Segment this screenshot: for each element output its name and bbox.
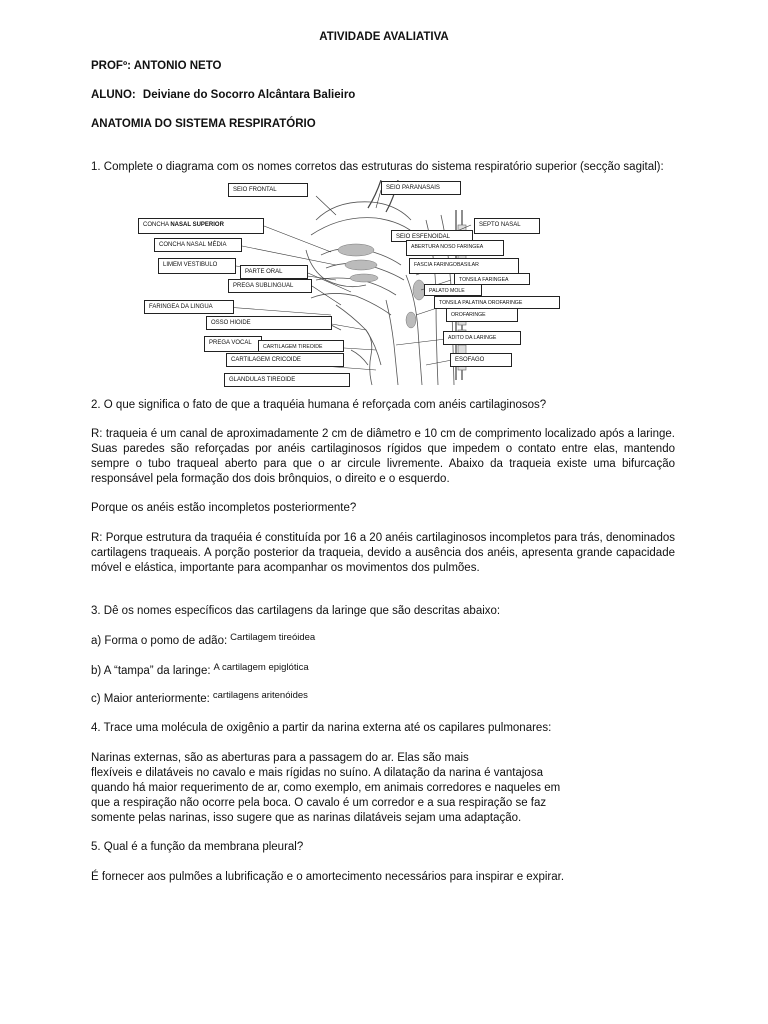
respiratory-diagram xyxy=(136,180,566,390)
q3-a-label: a) Forma o pomo de adão: xyxy=(91,635,228,647)
label-adito-da-laringe: ADITO DA LARINGE xyxy=(443,331,521,345)
answer-4-line: quando há maior requerimento de ar, como exemplo, em animais corredores e naqueles em xyxy=(91,782,561,794)
question-2-sub: Porque os anéis estão incompletos posteriormente? xyxy=(91,502,357,514)
label-parte-oral: PARTE ORAL xyxy=(240,265,308,279)
answer-4-line: Narinas externas, são as aberturas para a passagem do ar. Elas são mais xyxy=(91,752,469,764)
q3-b-answer: A cartilagem epiglótica xyxy=(213,662,309,673)
answer-4-line: somente pelas narinas, isso sugere que as narinas dilatáveis sejam uma adaptação. xyxy=(91,812,522,824)
label-palato-mole: PALATO MOLE xyxy=(424,284,482,296)
q3-item-c xyxy=(91,692,308,707)
label-seio-esfenoidal: SEIO ESFENOIDAL xyxy=(391,230,473,242)
label-fascia-faringobasilar: FASCIA FARINGOBASILAR xyxy=(409,258,519,274)
label-septo-nasal: SEPTO NASAL xyxy=(474,218,540,234)
answer-4-line: flexíveis e dilatáveis no cavalo e mais rígidas no suíno. A dilatação da narina é vantajosa xyxy=(91,767,543,779)
question-1: 1. Complete o diagrama com os nomes corretos das estruturas do sistema respiratório superior (secção sagital): xyxy=(91,161,664,173)
q3-a-answer: Cartilagem tireóidea xyxy=(230,632,316,643)
label-faringea-da-lingua: FARINGEA DA LINGUA xyxy=(144,300,234,314)
label-limem-vestibulo: LIMEM VESTIBULO xyxy=(158,258,236,274)
student-label: ALUNO: xyxy=(91,89,136,101)
label-prega-vocal: PREGA VOCAL xyxy=(204,336,262,352)
document-title: ATIVIDADE AVALIATIVA xyxy=(319,31,449,43)
q3-item-a xyxy=(91,634,315,649)
q3-item-b xyxy=(91,664,309,679)
answer-2: R: traqueia é um canal de aproximadamente 2 cm de diâmetro e 10 cm de comprimento localizado após a laringe. Suas paredes são reforçadas por anéis cartilaginosos rígidos que impedem o contato entre elas, mantendo sempre o tubo traqueal aberto para que o ar circule livremente. Abaixo da traqueia existe uma bifurcação responsável pela formação dos dois brônquios, o direito e o esquerdo. xyxy=(91,428,675,485)
label-tonsila-faringea: TONSILA FARINGEA xyxy=(454,273,530,285)
answer-5: É fornecer aos pulmões a lubrificação e o amortecimento necessários para inspirar e expirar. xyxy=(91,871,565,883)
question-2: 2. O que significa o fato de que a traquéia humana é reforçada com anéis cartilaginosos? xyxy=(91,399,547,411)
q3-c-answer: cartilagens aritenóides xyxy=(212,690,308,701)
label-osso-hioide: OSSO HIOIDE xyxy=(206,316,332,330)
answer-2-sub: R: Porque estrutura da traquéia é constituída por 16 a 20 anéis cartilaginosos incompletos para trás, denominados cartilagens traqueais. A porção posterior da traqueia, devido a ausência dos anéis, apresenta grande capacidade móvel e elástica, importante para acompanhar os movimentos dos pulmões. xyxy=(91,532,675,574)
q3-c-label: c) Maior anteriormente: xyxy=(91,693,210,705)
professor-line: PROFº: ANTONIO NETO xyxy=(91,60,222,72)
label-seio-paranasais: SEIO PARANASAIS xyxy=(381,181,461,195)
q3-b-label: b) A “tampa” da laringe: xyxy=(91,665,211,677)
label-orofaringe: OROFARINGE xyxy=(446,308,518,322)
label-cartilagem-cricoide: CARTILAGEM CRICOIDE xyxy=(226,353,344,367)
student-name: Deiviane do Socorro Alcântara Balieiro xyxy=(142,89,356,101)
student-line xyxy=(91,88,355,103)
label-cartilagem-tireoide: CARTILAGEM TIREOIDE xyxy=(258,340,344,352)
question-3: 3. Dê os nomes específicos das cartilagens da laringe que são descritas abaixo: xyxy=(91,605,501,617)
question-5: 5. Qual é a função da membrana pleural? xyxy=(91,841,304,853)
label-glandulas-tireoide: GLANDULAS TIREOIDE xyxy=(224,373,350,387)
label-tonsila-palatina-orofaringe: TONSILA PALATINA OROFARINGE xyxy=(434,296,560,309)
label-concha-nasal-media: CONCHA NASAL MÉDIA xyxy=(154,238,242,252)
label-seio-frontal: SEIO FRONTAL xyxy=(228,183,308,197)
label-abertura-naso-faringea: ABERTURA NOSO FARINGEA xyxy=(406,240,504,256)
label-concha-nasal-superior: CONCHA NASAL SUPERIOR xyxy=(138,218,264,234)
question-4: 4. Trace uma molécula de oxigênio a partir da narina externa até os capilares pulmonares: xyxy=(91,722,552,734)
label-esofago: ESOFAGO xyxy=(450,353,512,367)
subject-heading: ANATOMIA DO SISTEMA RESPIRATÓRIO xyxy=(91,118,316,130)
label-prega-sublingual: PREGA SUBLINGUAL xyxy=(228,279,312,293)
answer-4-line: que a respiração não ocorre pela boca. O cavalo é um corredor e a sua respiração se faz xyxy=(91,797,547,809)
